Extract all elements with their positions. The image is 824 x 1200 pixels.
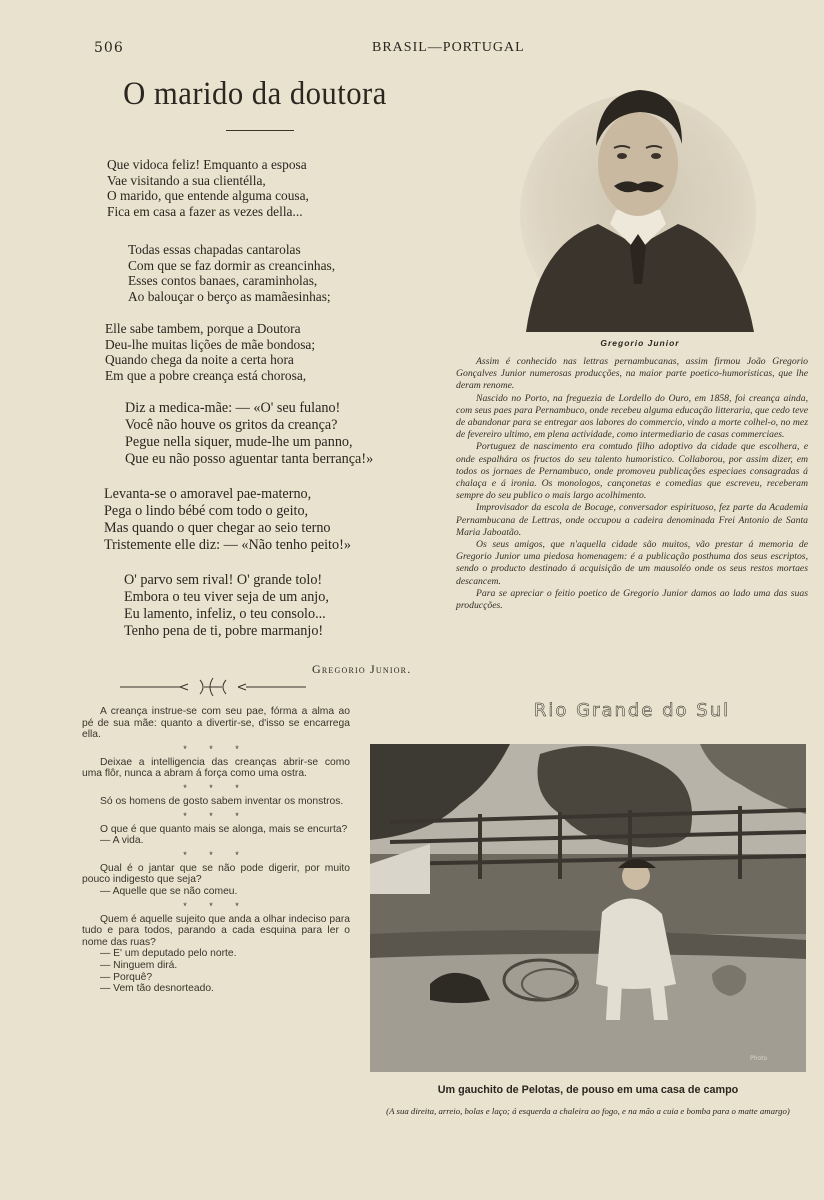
- poem-line: Pega o lindo bébé com todo o geito,: [104, 503, 309, 519]
- poem-line: Mas quando o quer chegar ao seio terno: [104, 520, 331, 536]
- page-number: 506: [94, 40, 124, 56]
- photo-credit: Photo: [750, 1055, 768, 1062]
- separator: * * *: [183, 810, 249, 821]
- bio-paragraph: Para se apreciar o feitio poetico de Gregorio Junior damos ao lado uma das suas producções.: [456, 587, 808, 612]
- saying: Qual é o jantar que se não pode digerir, por muito pouco indigesto que seja?: [82, 862, 350, 886]
- saying: Deixae a intelligencia das creanças abrir-se como uma flôr, nunca a abram á força como uma ostra.: [82, 756, 350, 780]
- saying-reply: — E' um deputado pelo norte.: [100, 948, 237, 960]
- saying-reply: — Porquê?: [100, 971, 153, 983]
- poem-line: Quando chega da noite a certa hora: [105, 352, 294, 367]
- bio-column: [456, 356, 808, 612]
- saying-reply: — Aquelle que se não comeu.: [100, 885, 238, 897]
- poem-line: Que eu não posso aguentar tanta berrança!»: [125, 451, 374, 467]
- portrait-signature: Bertinho: [555, 306, 588, 321]
- poem-line: Que vidoca feliz! Emquanto a esposa: [107, 157, 307, 172]
- poem-stanza: [105, 321, 315, 383]
- poem-line: Deu-lhe muitas lições de mãe bondosa;: [105, 336, 316, 352]
- saying-reply: — Ninguem dirá.: [100, 959, 178, 971]
- separator: * * *: [183, 743, 249, 754]
- poem-stanza: [125, 400, 373, 468]
- separator: * * *: [183, 900, 249, 911]
- gaucho-photo: [370, 744, 806, 1072]
- poem-line: Todas essas chapadas cantarolas: [128, 242, 301, 257]
- ornament-divider: [120, 676, 306, 698]
- bio-paragraph: Improvisador da escola de Bocage, conversador espirituoso, fez parte da Academia Pernambucana de Lettras, onde occupou a cadeira denominada Frei Antonio de Santa Maria Jaboatão.: [456, 502, 808, 538]
- saying: O que é que quanto mais se alonga, mais se encurta?: [100, 823, 348, 835]
- poem-line: Pegue nella siquer, mude-lhe um panno,: [125, 434, 353, 450]
- bio-paragraph: Nascido no Porto, na freguezia de Lordello do Ouro, em 1858, foi creança ainda, com seus paes para Pernambuco, onde recebeu alguma educação litteraria, que cedo teve de abandonar para se entregar aos labores do commercio, vindo a morte colhel-o, no mez de fevereiro ultimo, em plena actividade, como intermediario de casas commerciaes.: [456, 392, 808, 441]
- saying-reply: — Vem tão desnorteado.: [100, 983, 214, 995]
- title-rule: [226, 130, 294, 131]
- poem-stanza: [124, 572, 329, 640]
- section-title: Rio Grande do Sul: [533, 700, 731, 721]
- poem-line: Você não houve os gritos da creança?: [125, 417, 338, 433]
- bio-paragraph: Assim é conhecido nas lettras pernambucanas, assim firmou João Gregorio Gonçalves Junior numerosas producções, na maior parte poetico-humoristicas, que lhe deram renome.: [456, 356, 808, 392]
- poem-line: Tenho pena de ti, pobre marmanjo!: [124, 623, 324, 639]
- poem-line: Diz a medica-mãe: — «O' seu fulano!: [125, 400, 341, 416]
- saying: A creança instrue-se com seu pae, fórma a alma ao pé de sua mãe: quanto a divertir-se, d'isso se encarrega ella.: [82, 706, 350, 741]
- poem-title: O marido da doutora: [123, 76, 387, 112]
- poem-stanza: [107, 157, 309, 219]
- photo-subcaption: (A sua direita, arreio, bolas e laço; á esquerda a chaleira ao fogo, e na mão a cuia e bomba para o matte amargo): [386, 1106, 790, 1116]
- poem-line: Levanta-se o amoravel pae-materno,: [104, 486, 312, 502]
- poem-line: Com que se faz dormir as creancinhas,: [128, 257, 336, 273]
- poem-line: Esses contos banaes, caraminholas,: [128, 273, 318, 288]
- saying: Só os homens de gosto sabem inventar os monstros.: [100, 795, 344, 807]
- poem-stanza: [104, 486, 351, 554]
- separator: * * *: [183, 782, 249, 793]
- poem-line: Vae visitando a sua clientélla,: [107, 172, 266, 188]
- sayings-column: [82, 706, 350, 995]
- poem-line: Fica em casa a fazer as vezes della...: [107, 203, 303, 219]
- saying: Quem é aquelle sujeito que anda a olhar indeciso para tudo e para todos, parando a cada esquina para ler o nome das ruas?: [82, 913, 350, 948]
- poem-line: Eu lamento, infeliz, o teu consolo...: [124, 606, 326, 622]
- separator: * * *: [183, 849, 249, 860]
- portrait-image: [518, 74, 758, 332]
- poem-line: Tristemente elle diz: — «Não tenho peito!»: [104, 537, 351, 553]
- bio-paragraph: Portuguez de nascimento era comtudo filho adoptivo da cidade que escolhera, e onde espalhára os fructos do seu talento humoristico. Collaborou, por assim dizer, em todos os jornaes de Pernambuco, onde promoveu publicações especiaes consagradas á chalaça e á ironia. Os monologos, cançonetas e comedias que escreveu, receberam sempre do seu publico o mais largo acolhimento.: [456, 441, 808, 502]
- poem-line: Ao balouçar o berço as mamãesinhas;: [128, 288, 331, 304]
- poem-line: O marido, que entende alguma cousa,: [107, 188, 309, 203]
- photo-caption: Um gauchito de Pelotas, de pouso em uma casa de campo: [437, 1084, 739, 1096]
- saying-reply: — A vida.: [100, 835, 144, 847]
- running-title: BRASIL—PORTUGAL: [372, 40, 525, 55]
- poem-stanza: [128, 242, 335, 304]
- poem-line: Embora o teu viver seja de um anjo,: [124, 589, 329, 605]
- portrait-caption: Gregorio Junior: [600, 338, 680, 348]
- poem-signature: Gregorio Junior.: [312, 662, 412, 676]
- poem-line: O' parvo sem rival! O' grande tolo!: [124, 572, 323, 588]
- bio-paragraph: Os seus amigos, que n'aquella cidade são muitos, vão prestar á memoria de Gregorio Junior uma piedosa homenagem: é a publicação posthuma dos seus escriptos, sendo o producto destinado á acquisição de um mausoléo onde os seus restos mortaes descancem.: [456, 539, 808, 587]
- poem-line: Em que a pobre creança está chorosa,: [105, 367, 307, 383]
- poem-line: Elle sabe tambem, porque a Doutora: [105, 321, 301, 336]
